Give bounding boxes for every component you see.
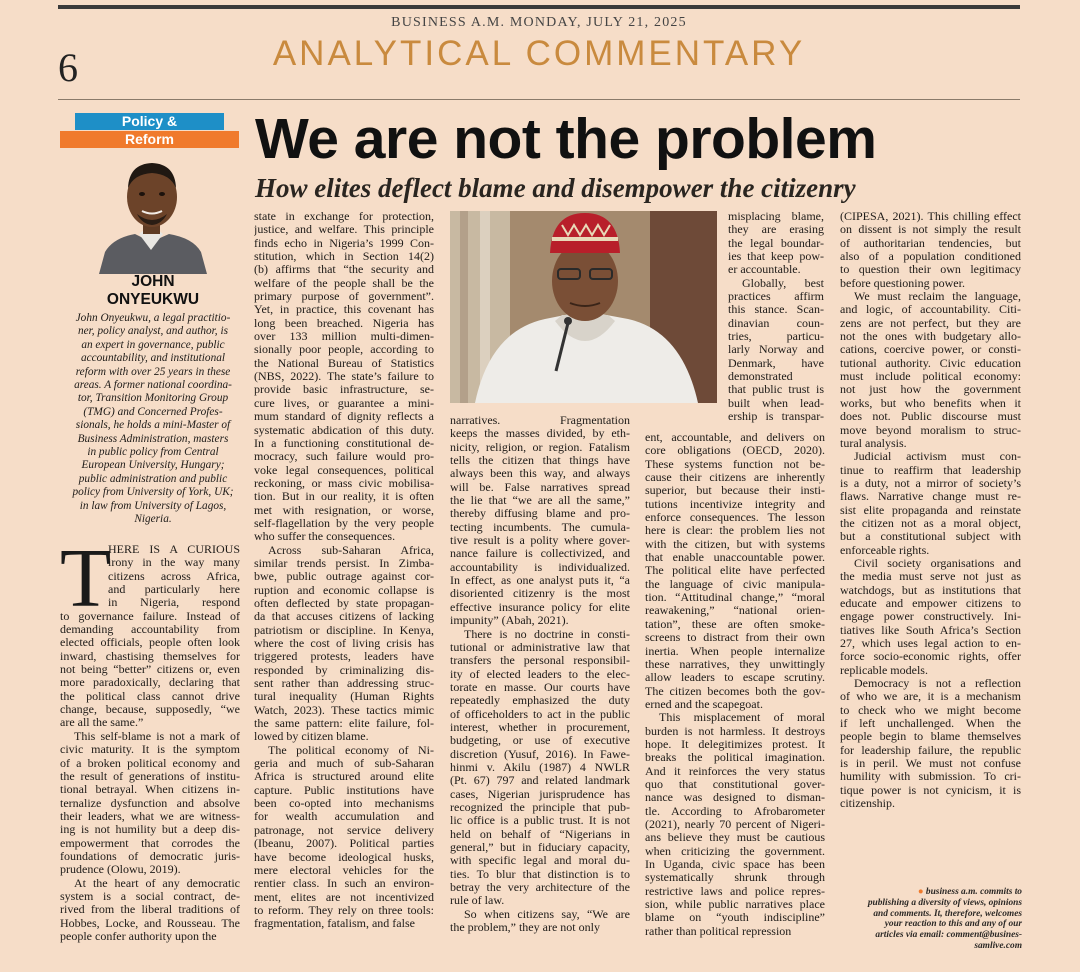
text-line: transfers the personal responsibil- [450, 654, 630, 668]
text-line: state in exchange for protection, [254, 210, 434, 223]
text-line: foundations of democratic juris- [60, 849, 240, 863]
bio-line: Business Administration, masters [77, 432, 229, 445]
text-line: stitution, which in Section 14(2) [254, 250, 434, 264]
text-line: and particularly here [108, 583, 240, 597]
text-line: long been breached. Nigeria has [254, 316, 434, 330]
text-line: inertia. When people internalize [645, 644, 825, 658]
text-line: inward, chastising themselves for [60, 649, 240, 663]
text-line: tique power is not cynicism, it is [840, 783, 1021, 797]
author-name [60, 273, 246, 309]
text-line: There is no doctrine in consti- [464, 627, 630, 641]
text-line: patriotism or discipline. In Kenya, [254, 623, 434, 637]
text-line: capture. Public institutions have [254, 783, 434, 797]
text-line: tation”, these are often smoke- [645, 617, 825, 631]
text-line: tural analysis. [840, 436, 907, 450]
text-line: (NBS, 2022). The state’s failure to [254, 370, 434, 384]
text-line: of a broken political economy and [60, 756, 240, 770]
text-line: watchdogs, but as institutions that [840, 583, 1021, 597]
text-line: people confer authority upon the [60, 929, 217, 943]
text-line: nance failure is collectivized, and [450, 547, 630, 561]
text-line: (Ibeanu, 2007). Political parties [254, 837, 434, 851]
text-line: lowed by citizen blame. [254, 730, 369, 744]
text-line: of who we are, it is a mechanism [840, 690, 1021, 704]
text-line: mum standard of dignity reflects a [254, 410, 434, 424]
text-line: is in peril. We must not confuse [840, 757, 1021, 771]
text-line: screens to distract from their own [645, 631, 825, 645]
text-line: elected officials, people often look [60, 636, 240, 650]
text-line: The political elite have perfected [645, 564, 825, 578]
text-line: flaws. Narrative change must re- [840, 490, 1021, 504]
text-line: tion. But in our reality, it is often [254, 490, 434, 504]
text-line: torate en masse. Our courts have [450, 680, 630, 694]
footnote-line: samlive.com [974, 940, 1022, 951]
text-line: welfare of the people shall be the [254, 276, 434, 290]
text-line: they are erasing [728, 223, 824, 237]
bio-line: ner, policy analyst, and author, is [78, 325, 228, 338]
text-line: In a functioning constitutional de- [254, 436, 434, 450]
text-line: citizens across Africa, [108, 569, 240, 583]
text-line: cause their citizens are inherently [645, 471, 825, 485]
text-line: for leadership failure, the republic [840, 743, 1021, 757]
text-line: larly Norway and [728, 343, 824, 357]
text-line: dinavian coun- [728, 316, 824, 330]
text-line: In effect, as one analyst puts it, “a [450, 574, 630, 588]
footnote-line: publishing a diversity of views, opinions [867, 897, 1022, 908]
text-line: tecting incumbents. The cumula- [450, 520, 630, 534]
text-line: rived from the liberal traditions of [60, 903, 240, 917]
headline: We are not the problem [255, 107, 877, 171]
author-bio [60, 312, 246, 527]
text-line: primary purpose of government”. [254, 290, 434, 304]
text-line: more paradoxically, declaring that [60, 676, 240, 690]
column-1 [60, 532, 240, 943]
text-line: ties. To blur that distinction is to [450, 867, 630, 881]
text-line: with the citizen, but with systems [645, 537, 825, 551]
text-line: cations, coercive power, or consti- [840, 343, 1021, 357]
text-line: superior, but because their insti- [645, 484, 825, 498]
text-line: will be. False narratives spread [450, 480, 630, 494]
text-line: the National Bureau of Statistics [254, 356, 434, 370]
text-line: met with resignation, or worse, [254, 503, 434, 517]
text-line: this stance. Scan- [728, 303, 824, 317]
text-line: (b) affirms that “the security and [254, 263, 434, 277]
text-line: empowerment that corrodes the [60, 836, 240, 850]
text-line: geria and much of sub-Saharan [254, 757, 434, 771]
text-line: So when citizens say, “We are [464, 907, 630, 921]
text-line: This self-blame is not a mark of [74, 729, 240, 743]
text-line: systematic abdication of this duty. [254, 423, 434, 437]
text-line: These systems function not be- [645, 457, 825, 471]
text-line: the media must serve not just as [840, 570, 1021, 584]
masthead: BUSINESS A.M. MONDAY, JULY 21, 2025 [391, 15, 687, 30]
text-line: mocracy, such failure would pro- [254, 450, 434, 464]
text-line: At the heart of any democratic [74, 876, 240, 890]
text-line: nicity, religion, or region. Fatalism [450, 440, 630, 454]
text-line: ies that keep pow- [728, 250, 824, 264]
text-line: practices affirm [728, 290, 824, 304]
text-line: move beyond moralism to struc- [840, 423, 1021, 437]
text-line: keeps the masses divided, by eth- [450, 427, 630, 441]
text-line: educate and empower citizens to [840, 596, 1021, 610]
text-line: voke legal consequences, political [254, 463, 434, 477]
text-line: enforce consequences. The lesson [645, 511, 825, 525]
column-2 [254, 210, 434, 931]
editorial-footnote [838, 887, 1022, 952]
text-line: fragmentation, fatalism, and false [254, 917, 415, 931]
text-line: tutions incentivize integrity and [645, 497, 825, 511]
text-line: bwe, public outrage against cor- [254, 570, 434, 584]
text-line: sion, while public narratives place [645, 898, 825, 912]
text-line: finds echo in Nigeria’s 1999 Con- [254, 236, 434, 250]
bio-line: in law from University of Lagos, [79, 499, 227, 512]
text-line: prudence (Olowu, 2019). [60, 863, 181, 877]
text-line: ership is transpar- [728, 410, 824, 424]
text-line: Yet, in practice, this covenant has [254, 303, 434, 317]
text-line: The citizen becomes both the gov- [645, 684, 825, 698]
bio-line: accountability, and institutional [80, 352, 226, 365]
text-line: for wealth accumulation and [254, 810, 434, 824]
drop-cap: T [60, 532, 112, 625]
text-line: their leaders, what we are witness- [60, 809, 240, 823]
text-line: similar trends persist. In Zimba- [254, 556, 434, 570]
footnote-line: your reaction to this and any of our [884, 919, 1022, 930]
article-photo [450, 211, 717, 403]
text-line: repeatedly emphasized the duty [450, 694, 630, 708]
text-line: triggered protests, leaders have [254, 650, 434, 664]
text-line: Democracy is not a reflection [854, 677, 1021, 691]
text-line: the problem,” they are not only [450, 921, 600, 935]
text-line: tle. According to Afrobarometer [645, 804, 825, 818]
text-line: the lie that “we are all the same,” [450, 494, 630, 508]
text-line: before questioning power. [840, 276, 965, 290]
text-line: burden is not harmless. It destroys [645, 724, 825, 738]
text-line: of authoritarian tendencies, but [840, 236, 1021, 250]
bio-line: Nigeria. [134, 513, 172, 526]
text-line: cure lives, or guarantee a mini- [254, 396, 434, 410]
text-line: these narratives, they unwittingly [645, 657, 825, 671]
text-line: when criticizing the government. [645, 844, 825, 858]
text-line: Globally, best [742, 276, 824, 290]
text-line: the legal boundar- [728, 236, 824, 250]
text-line: 27, which uses legal action to en- [840, 637, 1021, 650]
bio-line: sionals, he holds a mini-Master of [75, 419, 231, 432]
text-line: the language of civic manipula- [645, 577, 825, 591]
text-line: (2021), nearly 70 percent of Nigeri- [645, 817, 825, 831]
author-first-name: JOHN [131, 273, 175, 290]
category-tag-policy: Policy & [75, 113, 224, 130]
text-line: that enable unaccountable power. [645, 551, 825, 565]
bio-line: (TMG) and Concerned Profes- [83, 405, 223, 418]
text-line: to check who we might become [840, 703, 1021, 717]
text-line: force socio-economic rights, offer [840, 650, 1021, 664]
text-line: to question their own legitimacy [840, 263, 1021, 277]
text-line: replicable models. [840, 663, 928, 677]
text-line: cases, Nigerian jurisprudence has [450, 787, 630, 801]
text-line: is a duty, not a mirror of society’s [840, 476, 1021, 490]
text-line: patronage, not service delivery [254, 823, 434, 837]
column-3 [450, 414, 630, 934]
text-line: to governance failure. Instead of [60, 609, 240, 623]
text-line: rather than political repression [645, 924, 792, 938]
column-5 [840, 210, 1021, 810]
text-line: not just how the government [840, 383, 1021, 397]
text-line: budgeting, or use of executive [450, 734, 630, 748]
text-line: and logic, of accountability. Citi- [840, 303, 1021, 317]
bio-line: European University, Hungary; [81, 459, 225, 472]
text-line: disoriented citizenry is the most [450, 587, 630, 601]
text-line: reckoning, or mass civic mobilisa- [254, 476, 434, 490]
page-number: 6 [58, 45, 78, 90]
text-line: with specific legal and moral du- [450, 854, 630, 868]
section-rule [58, 99, 1020, 100]
bio-line: an expert in governance, public [81, 338, 225, 351]
text-line: on dissent is not simply the result [840, 223, 1021, 237]
text-line: provide basic infrastructure, se- [254, 383, 434, 397]
text-line: ment, elites are not incentivized [254, 890, 434, 904]
text-line: the same pattern: elite failure, fol- [254, 717, 434, 731]
text-line: blame on “youth indiscipline” [645, 911, 825, 925]
text-line: not being “better” citizens or, even [60, 663, 240, 677]
text-line: allow leaders to escape scrutiny. [645, 671, 825, 685]
text-line: In Uganda, civic space has been [645, 858, 825, 871]
bio-line: in public policy from Central [87, 446, 219, 459]
text-line: rule of law. [450, 894, 505, 908]
text-line: tive result is a polity where gover- [450, 534, 630, 548]
text-line: tinue to reaffirm that leadership [840, 463, 1021, 477]
text-line: but a constitutional subject with [840, 530, 1021, 544]
text-line: does not. Public discourse must [840, 410, 1021, 424]
text-line: Civil society organisations and [854, 556, 1021, 570]
category-tag-reform: Reform [60, 131, 239, 148]
text-line: also of a population conditioned [840, 250, 1021, 264]
text-line: Africa is structured around elite [254, 770, 434, 784]
text-line: This misplacement of moral [659, 711, 825, 725]
footnote-line: and comments. It, therefore, welcomes [873, 908, 1022, 919]
text-line: tion. “Attitudinal change,” “moral [645, 591, 825, 605]
bio-line: public administration and public [78, 472, 228, 485]
author-last-name: ONYEUKWU [106, 291, 200, 308]
text-line: where the cost of living crisis has [254, 637, 434, 650]
text-line: self-flagellation by the very people [254, 516, 434, 530]
text-line: ent, accountable, and delivers on [645, 431, 825, 444]
text-line: engage power constructively. Ini- [840, 610, 1021, 624]
text-line: systematically shrunk through [645, 871, 825, 885]
text-line: Watch, 2023). These tactics mimic [254, 703, 434, 717]
bio-line: tor, Transition Monitoring Group [77, 392, 229, 405]
text-line: And it reinforces the very status [645, 764, 825, 778]
text-line: works, but who benefits when it [840, 396, 1021, 410]
text-line: tiatives like South Africa’s Section [840, 623, 1021, 637]
text-line: must include political economy: [840, 370, 1021, 384]
text-line: general,” but in fiduciary capacity, [450, 841, 630, 854]
text-line: justice, and welfare. This principle [254, 223, 434, 237]
text-line: The political economy of Ni- [268, 743, 434, 757]
text-line: citizenship. [840, 797, 895, 811]
text-line: breaks the political imagination. [645, 751, 825, 765]
text-line: restrictive laws and police repres- [645, 884, 825, 898]
bullet-icon: ● [917, 887, 926, 897]
text-line: tells the citizen that things have [450, 454, 630, 468]
text-line: in Nigeria, respond [108, 596, 240, 610]
text-line: tutional authority. Civic education [840, 356, 1021, 370]
text-line: accountability is individualized. [450, 560, 630, 574]
text-line: demanding accountability from [60, 623, 240, 637]
text-line: erned and the scapegoat. [645, 697, 763, 711]
text-line: if left unchallenged. When the [840, 717, 1021, 731]
text-line: humility with submission. To cri- [840, 770, 1021, 784]
text-line: tries, particu- [728, 330, 824, 344]
text-line: responded by criminalizing dis- [254, 663, 434, 677]
bio-line: policy from University of York, UK; [72, 486, 234, 499]
text-line: always been this way, and always [450, 467, 630, 481]
text-line: hope. It delegitimizes protest. It [645, 737, 825, 751]
text-line: core obligations (OECD, 2020). [645, 444, 825, 458]
text-line: enforceable rights. [840, 543, 930, 557]
text-line: Denmark, have [728, 356, 824, 370]
text-line: the result of generations of institu- [60, 769, 240, 783]
text-line: ity of elected leaders to the elec- [450, 667, 630, 681]
text-line: da that accuses citizens of lacking [254, 610, 434, 624]
text-line: We must reclaim the language, [854, 290, 1021, 304]
text-line: people begin to blame themselves [840, 730, 1021, 744]
text-line: built when lead- [728, 396, 824, 410]
text-line: tional betrayal. When citizens in- [60, 783, 240, 797]
text-line: over 133 million multi-dimen- [254, 330, 434, 344]
text-line: (CIPESA, 2021). This chilling effect [840, 210, 1021, 223]
text-line: tutional or administrative law that [450, 640, 630, 654]
text-line: recognized the principle that pub- [450, 800, 630, 814]
text-line: to reform. They rely on three tools: [254, 903, 434, 917]
bio-line: reform with over 25 years in these [75, 365, 231, 378]
text-line: mere electoral vehicles for the [254, 863, 434, 877]
column-4-top [728, 210, 824, 424]
text-line: demonstrated [728, 370, 793, 384]
text-line: Across sub-Saharan Africa, [268, 543, 434, 557]
text-line: quo that constitutional gover- [645, 777, 825, 791]
text-line: civic maturity. It is the symptom [60, 743, 240, 757]
subheadline: How elites deflect blame and disempower the citizenry [255, 173, 856, 203]
top-rule [58, 5, 1020, 9]
text-line: zens are not perfect, but they are [840, 316, 1021, 330]
text-line: narratives. Fragmentation [450, 414, 630, 427]
text-line: irony in the way many [108, 556, 240, 570]
text-line: nance was designed to disman- [645, 791, 825, 805]
text-line: system is a social contract, de- [60, 889, 240, 903]
footnote-line: articles via email: comment@busines- [875, 930, 1022, 941]
text-line: er accountable. [728, 263, 801, 277]
text-line: HERE IS A CURIOUS [108, 543, 240, 556]
text-line: rentier class. In such an environ- [254, 877, 434, 891]
text-line: of officeholders to act in the public [450, 707, 630, 721]
text-line: Hobbes, Locke, and Rousseau. The [60, 916, 240, 930]
text-line: who suffer the consequences. [254, 530, 396, 544]
text-line: are all the same.” [60, 716, 144, 730]
text-line: often deflected by state propagan- [254, 596, 434, 610]
author-portrait [95, 152, 210, 274]
text-line: ruption and economic collapse is [254, 583, 434, 597]
text-line: effective insurance policy for elite [450, 600, 630, 614]
text-line: not the ones with budgetary allo- [840, 330, 1021, 344]
text-line: sent rather than addressing struc- [254, 677, 434, 691]
text-line: held on behalf of “Nigerians in [450, 827, 630, 841]
text-line: (Pt. 67) 797 and related landmark [450, 774, 630, 788]
text-line: betray the very architecture of the [450, 881, 630, 895]
bio-line: areas. A former national coordina- [74, 379, 232, 392]
text-line: interest, whether in procurement, [450, 720, 630, 734]
column-4 [645, 431, 825, 938]
text-line: lic office is a public trust. It is not [450, 814, 630, 828]
text-line: tural inequality (Human Rights [254, 690, 434, 704]
text-line: the citizen not as a moral object, [840, 516, 1021, 530]
text-line: ans believe they must be cautious [645, 831, 825, 845]
text-line: been co-opted into mechanisms [254, 797, 434, 811]
text-line: misplacing blame, [728, 210, 824, 223]
text-line: have become ideological husks, [254, 850, 434, 864]
text-line: impunity” (Abah, 2021). [450, 614, 569, 628]
text-line: sist elite propaganda and reinstate [840, 503, 1021, 517]
text-line: change, because, supposedly, “we [60, 703, 240, 717]
text-line: hinmi v. Akilu (1987) 4 NWLR [450, 760, 630, 774]
text-line: Judicial activism must con- [854, 450, 1021, 464]
text-line: the political class cannot drive [60, 689, 240, 703]
text-line: discretion (Yusuf, 2016). In Fawe- [450, 747, 630, 761]
footnote-line: ● business a.m. commits to [917, 887, 1022, 897]
text-line: here is clear: the problem lies not [645, 524, 825, 538]
text-line: thereby diffusing blame and pro- [450, 507, 630, 521]
text-line: sionally poor people, according to [254, 343, 434, 357]
section-title: ANALYTICAL COMMENTARY [272, 34, 806, 73]
text-line: reawakening,” “national orien- [645, 604, 825, 618]
bio-line: John Onyeukwu, a legal practitio- [75, 312, 231, 324]
text-line: ternalize dysfunction and absolve [60, 796, 240, 810]
text-line: ing is not humility but a deep dis- [60, 823, 240, 837]
text-line: that public trust is [728, 383, 824, 397]
